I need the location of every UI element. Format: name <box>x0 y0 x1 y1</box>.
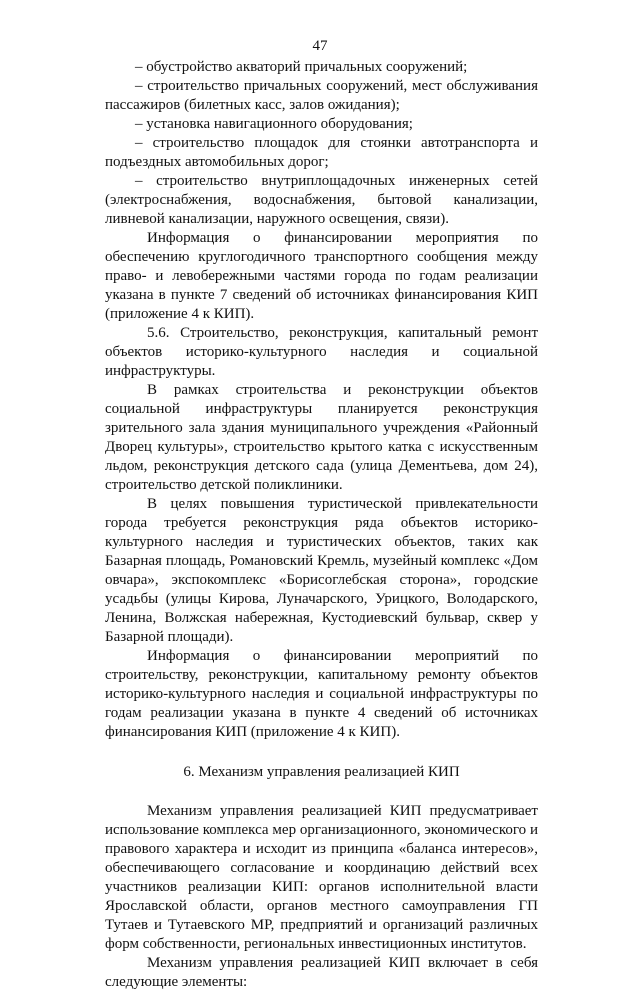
paragraph-tourism: В целях повышения туристической привлекательности города требуется реконструкция ряда объектов историко-культурного наследия и туристических объектов, таких как Базарная площадь, Романовский Кремль, музейный комплекс «Дом овчара», экспокомплекс «Борисоглебская сторона», городские усадьбы (улицы Кирова, Луначарского, Урицкого, Володарского, Ленина, Волжская набережная, Кустодиевский бульвар, сквер у Базарной площади). <box>105 496 538 645</box>
document-body <box>105 58 538 992</box>
page-number: 47 <box>312 38 328 54</box>
paragraph-social-infrastructure: В рамках строительства и реконструкции объектов социальной инфраструктуры планируется реконструкция зрительного зала здания муниципального учреждения «Районный Дворец культуры», строительство крытого катка с искусственным льдом, реконструкция детского сада (улица Дементьева, дом 24), строительство детской поликлиники. <box>105 382 538 493</box>
section-title: 6. Механизм управления реализацией КИП <box>183 764 460 780</box>
paragraph-management-mechanism: Механизм управления реализацией КИП предусматривает использование комплекса мер организационного, экономического и правового характера и исходит из принципа «баланса интересов», обеспечивающего согласование и координацию действий всех участников реализации КИП: органов исполнительной власти Ярославской области, органов местного самоуправления ГП Тутаев и Тутаевского МР, предприятий и организаций различных форм собственности, региональных инвестиционных институтов. <box>105 803 538 952</box>
paragraph-financing-heritage: Информация о финансировании мероприятий по строительству, реконструкции, капитальному ремонту объектов историко-культурного наследия и социальной инфраструктуры по годам реализации указана в пункте 4 сведений об источниках финансирования КИП (приложение 4 к КИП). <box>105 648 538 740</box>
list-item: – строительство причальных сооружений, мест обслуживания пассажиров (билетных касс, залов ожидания); <box>105 78 538 113</box>
paragraph-mechanism-elements: Механизм управления реализацией КИП включает в себя следующие элементы: <box>105 955 538 990</box>
subsection-heading-5-6: 5.6. Строительство, реконструкция, капитальный ремонт объектов историко-культурного наследия и социальной инфраструктуры. <box>105 325 538 379</box>
list-item: – строительство внутриплощадочных инженерных сетей (электроснабжения, водоснабжения, бытовой канализации, ливневой канализации, наружного освещения, связи). <box>105 173 538 227</box>
list-item: – обустройство акваторий причальных сооружений; <box>135 59 468 75</box>
paragraph-financing-transport: Информация о финансировании мероприятия по обеспечению круглогодичного транспортного сообщения между право- и левобережными частями города по годам реализации указана в пункте 7 сведений об источниках финансирования КИП (приложение 4 к КИП). <box>105 230 538 322</box>
list-item: – установка навигационного оборудования; <box>135 116 413 132</box>
list-item: – строительство площадок для стоянки автотранспорта и подъездных автомобильных дорог; <box>105 135 538 170</box>
